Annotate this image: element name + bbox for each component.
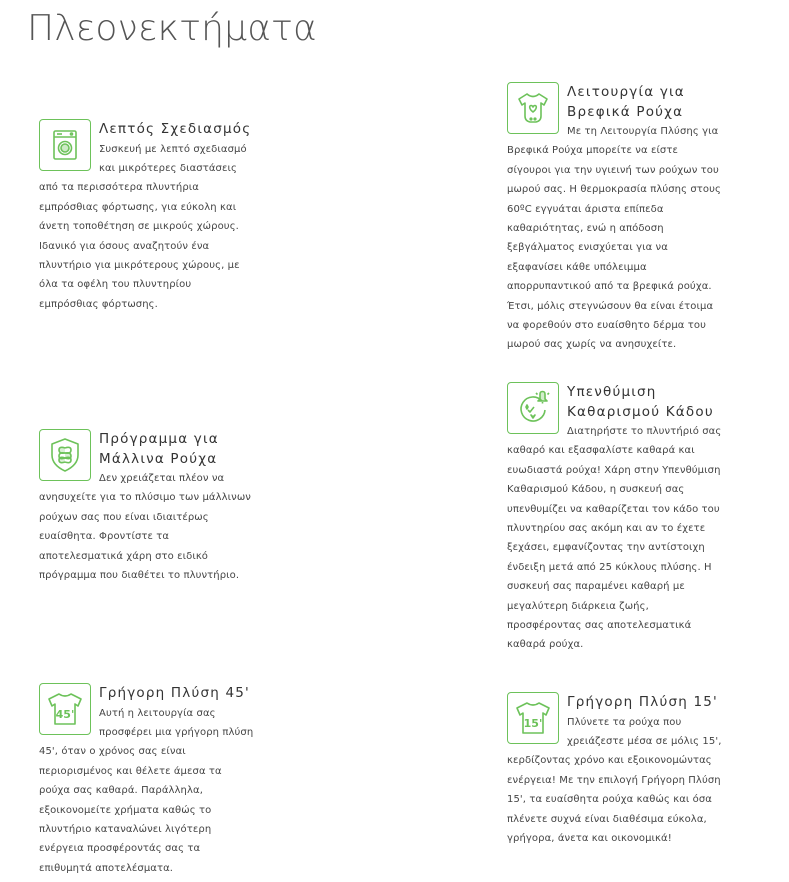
feature-quick-wash-45 (39, 683, 254, 878)
washing-machine-icon (39, 119, 91, 171)
feature-description: Συσκευή με λεπτό σχεδιασμό και μικρότερες διαστάσεις από τα περισσότερα πλυντήρια εμπρόσθιας φόρτωσης, για εύκολη και άνετη τοποθέτηση σε μικρούς χώρους. Ιδανικό για όσους αναζητούν ένα πλυντήριο για μικρότερους χώρους, με όλα τα οφέλη του πλυντηρίου εμπρόσθιας φόρτωσης. (39, 143, 247, 310)
feature-baby-clothes (507, 82, 722, 355)
feature-description: Διατηρήστε το πλυντήριό σας καθαρό και εξασφαλίστε καθαρά και ευωδιαστά ρούχα! Χάρη στην Υπενθύμιση Καθαρισμού Κάδου, η συσκευή σας υπενθυμίζει να καθαρίζεται τον κάδο του πλυντηρίου σας ακόμη και αν το έχετε ξεχάσει, εμφανίζοντας την αντίστοιχη ένδειξη μετά από 25 κύκλους πλύσης. Η συσκευή σας παραμένει καθαρή με μεγαλύτερη διάρκεια ζωής, προσφέροντας σας αποτελεσματικά καθαρά ρούχα. (507, 426, 722, 651)
feature-wool-program (39, 429, 254, 585)
feature-title: Λειτουργία για Βρεφικά Ρούχα (567, 84, 685, 120)
feature-description: Αυτή η λειτουργία σας προσφέρει μια γρήγορη πλύση 45', όταν ο χρόνος σας είναι περιορισμένος και θέλετε άμεσα τα ρούχα σας καθαρά. Παράλληλα, εξοικονομείτε χρήματα καθώς το πλυντήριο καταναλώνει λιγότερη ενέργεια προσφέροντάς σας τα επιθυμητά αποτελέσματα. (39, 707, 254, 874)
feature-title: Πρόγραμμα για Μάλλινα Ρούχα (99, 431, 219, 467)
feature-description: Με τη Λειτουργία Πλύσης για Βρεφικά Ρούχα μπορείτε να είστε σίγουροι για την υγιεινή των ρούχων του μωρού σας. Η θερμοκρασία πλύσης στους 60ºC εγγυάται άριστα επίπεδα καθαριότητας, ενώ η απόδοση ξεβγάλματος ενισχύεται για να εξαφανίσει κάθε υπόλειμμα απορρυπαντικού από τα βρεφικά ρούχα. Έτσι, μόλις στεγνώσουν θα είναι έτοιμα να φορεθούν στο ευαίσθητο δέρμα του μωρού σας χωρίς να ανησυχείτε. (507, 126, 721, 351)
page-title: Πλεονεκτήματα (27, 8, 317, 49)
feature-title: Υπενθύμιση Καθαρισμού Κάδου (567, 384, 714, 420)
feature-description: Πλύνετε τα ρούχα που χρειάζεστε μέσα σε μόλις 15', κερδίζοντας χρόνο και εξοικονομώντας ενέργεια! Με την επιλογή Γρήγορη Πλύση 15', τα ευαίσθητα ρούχα καθώς και όσα πλένετε συχνά είναι διαθέσιμα εύκολα, γρήγορα, άνετα και οικονομικά! (507, 716, 722, 844)
feature-drum-clean-reminder (507, 382, 722, 655)
tshirt-15-icon (507, 692, 559, 744)
feature-title: Γρήγορη Πλύση 15' (567, 694, 718, 710)
feature-slim-design (39, 119, 254, 314)
feature-description: Δεν χρειάζεται πλέον να ανησυχείτε για το πλύσιμο των μάλλινων ρούχων σας που είναι ιδιαιτέρως ευαίσθητα. Φροντίστε τα αποτελεσματικά χάρη στο ειδικό πρόγραμμα που διαθέτει το πλυντήριο. (39, 473, 251, 582)
baby-onesie-icon (507, 82, 559, 134)
wool-shield-icon (39, 429, 91, 481)
feature-quick-wash-15 (507, 692, 722, 848)
feature-title: Λεπτός Σχεδιασμός (99, 121, 252, 137)
drum-clean-alarm-icon (507, 382, 559, 434)
tshirt-badge: 15' (523, 717, 543, 730)
tshirt-badge: 45' (55, 708, 75, 721)
feature-title: Γρήγορη Πλύση 45' (99, 685, 250, 701)
tshirt-45-icon (39, 683, 91, 735)
